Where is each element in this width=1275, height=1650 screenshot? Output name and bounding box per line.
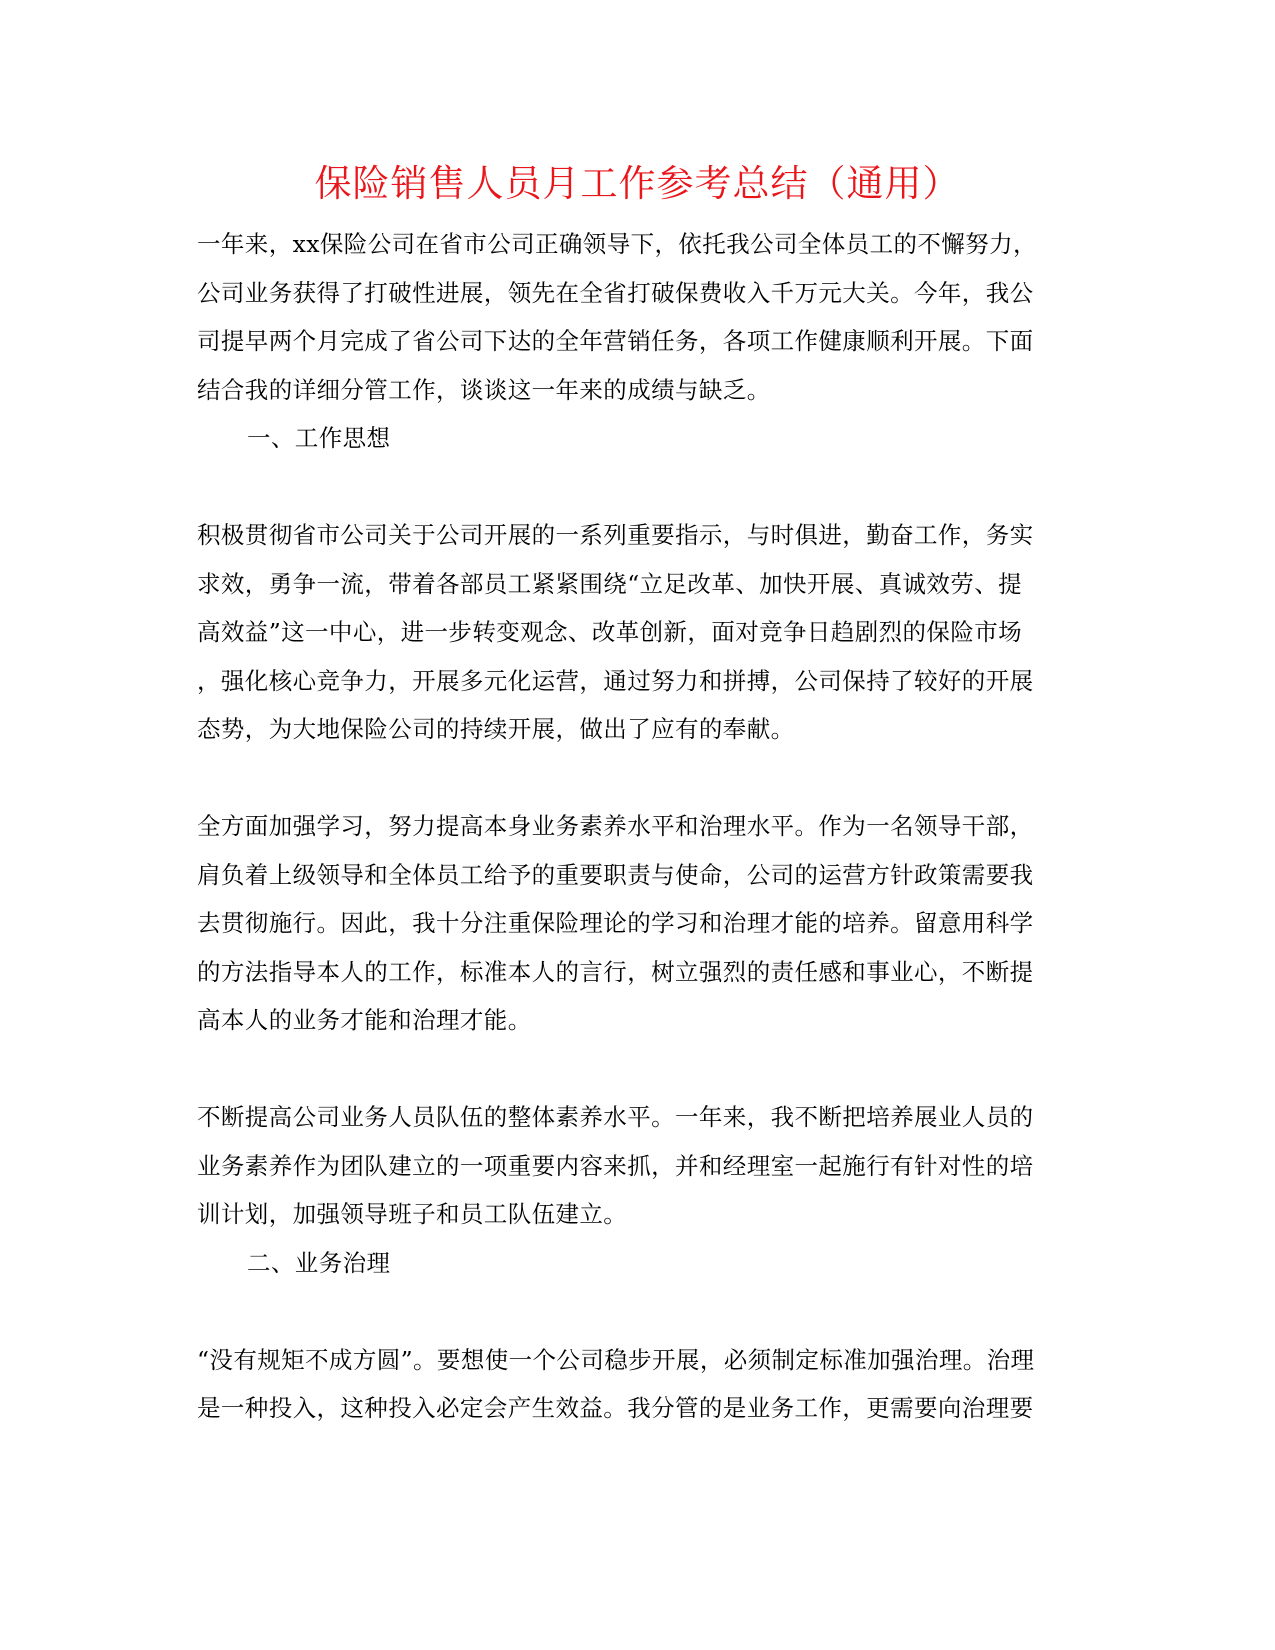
paragraph-gap: [197, 1287, 1077, 1336]
text-line: “没有规矩不成方圆”。要想使一个公司稳步开展，必须制定标准加强治理。治理: [197, 1345, 1035, 1374]
text-line: 的方法指导本人的工作，标准本人的言行，树立强烈的责任感和事业心，不断提: [197, 957, 1034, 986]
paragraph-intro: [197, 220, 1077, 414]
text-line: 全方面加强学习，努力提高本身业务素养水平和治理水平。作为一名领导干部，: [197, 812, 1034, 840]
text-line: 结合我的详细分管工作，谈谈这一年来的成绩与缺乏。: [197, 375, 771, 404]
paragraph-gap: [197, 1045, 1077, 1094]
text-line: 高本人的业务才能和治理才能。: [197, 1006, 532, 1034]
text-line: 去贯彻施行。因此，我十分注重保险理论的学习和治理才能的培养。留意用科学: [197, 909, 1034, 937]
text-line: 训计划，加强领导班子和员工队伍建立。: [197, 1200, 628, 1228]
document-body: [197, 220, 1077, 1433]
text-line: 司提早两个月完成了省公司下达的全年营销任务，各项工作健康顺利开展。下面: [197, 327, 1034, 355]
paragraph-gap: [197, 754, 1077, 803]
text-line: 肩负着上级领导和全体员工给予的重要职责与使命，公司的运营方针政策需要我: [197, 860, 1034, 889]
text-line: 求效，勇争一流，带着各部员工紧紧围绕“立足改革、加快开展、真诚效劳、提: [197, 569, 1023, 598]
section-heading-work-thought: 一、工作思想: [247, 424, 391, 452]
section-heading-business-management: 二、业务治理: [247, 1248, 391, 1277]
text-line: ，强化核心竞争力，开展多元化运营，通过努力和拼搏，公司保持了较好的开展: [197, 666, 1034, 695]
paragraph-study: [197, 802, 1077, 1045]
paragraph-gap: [197, 463, 1077, 512]
text-line: 是一种投入，这种投入必定会产生效益。我分管的是业务工作，更需要向治理要: [197, 1394, 1034, 1422]
paragraph-work-thought: [197, 511, 1077, 754]
paragraph-team: [197, 1093, 1077, 1239]
document-title: 保险销售人员月工作参考总结（通用）: [314, 162, 961, 205]
text-line: 高效益”这一中心，进一步转变观念、改革创新，面对竞争日趋剧烈的保险市场: [197, 618, 1023, 646]
text-line: 一年来，xx保险公司在省市公司正确领导下，依托我公司全体员工的不懈努力，: [197, 230, 1037, 258]
text-line: 业务素养作为团队建立的一项重要内容来抓，并和经理室一起施行有针对性的培: [197, 1151, 1034, 1180]
text-line: 不断提高公司业务人员队伍的整体素养水平。一年来，我不断把培养展业人员的: [197, 1103, 1034, 1131]
text-line: 积极贯彻省市公司关于公司开展的一系列重要指示，与时俱进，勤奋工作，务实: [197, 521, 1034, 549]
text-line: 公司业务获得了打破性进展，领先在全省打破保费收入千万元大关。今年，我公: [197, 278, 1034, 307]
paragraph-management: [197, 1336, 1077, 1433]
text-line: 态势，为大地保险公司的持续开展，做出了应有的奉献。: [197, 715, 795, 743]
